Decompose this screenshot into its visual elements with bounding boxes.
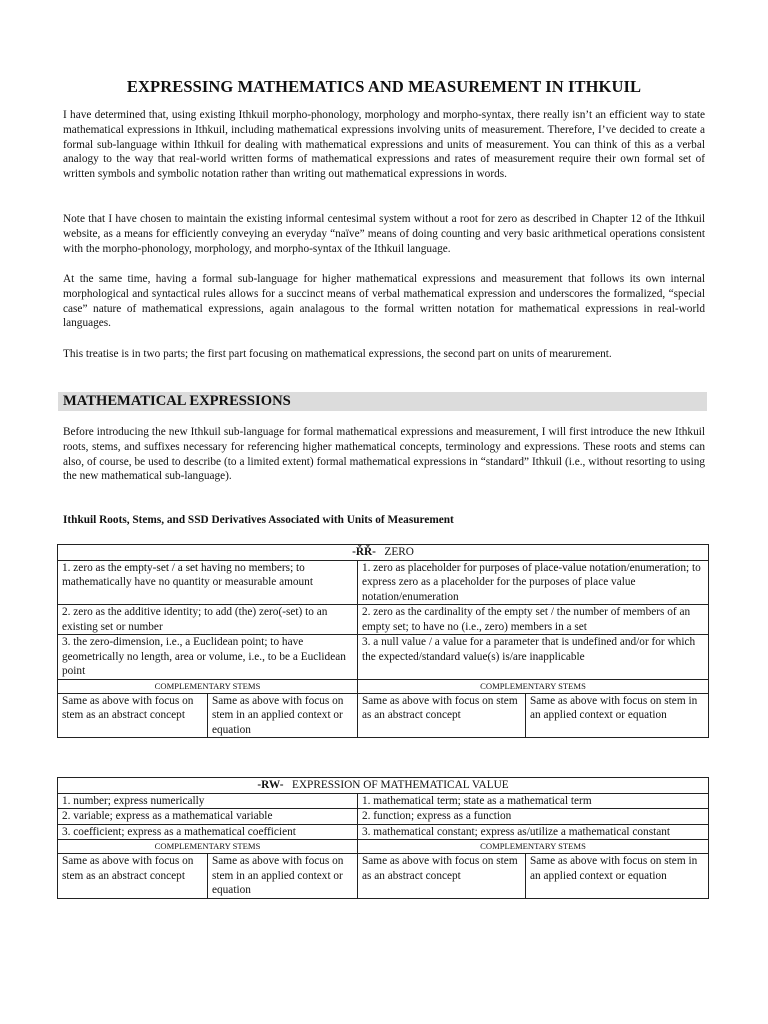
table-heading: Ithkuil Roots, Stems, and SSD Derivatives Associated with Units of Measurement (63, 514, 454, 526)
stem-cell: 1. zero as placeholder for purposes of place-value notation/enumeration; to express zero as a placeholder for the purposes of place value notation/enumeration (358, 560, 709, 605)
stem-cell: 1. mathematical term; state as a mathematical term (358, 793, 709, 809)
root-name: -RW- (257, 779, 284, 791)
intro-paragraph-1: I have determined that, using existing Ithkuil morpho-phonology, morphology and morpho-syntax, there really isn’t an efficient way to state mathematical expressions in Ithkuil, including mathematical expressions involving units of measurement. Therefore, I’ve decided to create a formal sub-language within Ithkuil for dealing with mathematical expressions and units of measurement. You can think of this as a verbal analogy to the way that real-world written forms of mathematical expressions and rates of measurement require their own formal set of written symbols and symbolic notation rather than writing out mathematical expressions in words. (63, 109, 705, 181)
intro-paragraph-3: At the same time, having a formal sub-language for higher mathematical expressions and measurement that follows its own internal morphological and syntactical rules allows for a succinct means of verbal mathematical expression and underscores the formalized, “special case” nature of mathematical expressions, again analagous to the formal written notation for mathematical expressions in real-world languages. (63, 273, 705, 330)
root-table-expression (57, 777, 709, 899)
root-header (58, 545, 709, 561)
stem-cell: 1. number; express numerically (58, 793, 358, 809)
root-table-zero (57, 544, 709, 738)
stem-cell: 3. a null value / a value for a parameter that is undefined and/or for which the expected/standard value(s) is/are inapplicable (358, 635, 709, 680)
complementary-stem-cell: Same as above with focus on stem in an applied context or equation (526, 693, 709, 738)
complementary-stem-cell: Same as above with focus on stem as an abstract concept (358, 693, 526, 738)
stem-cell: 3. mathematical constant; express as/utilize a mathematical constant (358, 824, 709, 840)
complementary-stems-label: COMPLEMENTARY STEMS (358, 840, 709, 854)
stem-cell: 2. function; express as a function (358, 809, 709, 825)
section-paragraph: Before introducing the new Ithkuil sub-language for formal mathematical expressions and measurement, I will first introduce the new Ithkuil roots, stems, and suffixes necessary for referencing higher mathematical concepts, terminology and expressions. These roots and stems can also, of course, be used to describe (to a limited extent) formal mathematical expressions in “standard” Ithkuil (i.e., without resorting to using the new mathematical sub-language). (63, 426, 705, 483)
intro-paragraph-2: Note that I have chosen to maintain the existing informal centesimal system without a root for zero as described in Chapter 12 of the Ithkuil website, as a means for efficiently conveying an everyday “naïve” means of doing counting and very basic arithmetical operations consistent with the morpho-phonology, morphology, and morpho-syntax of the Ithkuil language. (63, 213, 705, 255)
stem-cell: 3. the zero-dimension, i.e., a Euclidean point; to have geometrically no length, area or volume, i.e., to be a Euclidean point (58, 635, 358, 680)
complementary-stem-cell: Same as above with focus on stem as an abstract concept (358, 854, 526, 899)
complementary-stem-cell: Same as above with focus on stem in an applied context or equation (526, 854, 709, 899)
complementary-stems-label: COMPLEMENTARY STEMS (58, 840, 358, 854)
complementary-stems-label: COMPLEMENTARY STEMS (58, 679, 358, 693)
intro-paragraph-4: This treatise is in two parts; the first part focusing on mathematical expressions, the second part on units of mearurement. (63, 348, 612, 360)
document-title: EXPRESSING MATHEMATICS AND MEASUREMENT IN ITHKUIL (126, 77, 642, 96)
complementary-stem-cell: Same as above with focus on stem as an abstract concept (58, 693, 208, 738)
root-header (58, 778, 709, 794)
stem-cell: 2. variable; express as a mathematical variable (58, 809, 358, 825)
section-heading-bar (58, 392, 707, 411)
root-meaning: EXPRESSION OF MATHEMATICAL VALUE (292, 779, 509, 791)
stem-cell: 3. coefficient; express as a mathematical coefficient (58, 824, 358, 840)
root-meaning: ZERO (384, 546, 414, 558)
complementary-stem-cell: Same as above with focus on stem in an applied context or equation (208, 854, 358, 899)
complementary-stem-cell: Same as above with focus on stem in an applied context or equation (208, 693, 358, 738)
complementary-stem-cell: Same as above with focus on stem as an abstract concept (58, 854, 208, 899)
stem-cell: 2. zero as the cardinality of the empty set / the number of members of an empty set; to have no (i.e., zero) members in a set (358, 605, 709, 635)
root-name: -ŘŘ- (352, 546, 376, 558)
complementary-stems-label: COMPLEMENTARY STEMS (358, 679, 709, 693)
stem-cell: 1. zero as the empty-set / a set having no members; to mathematically have no quantity or measurable amount (58, 560, 358, 605)
stem-cell: 2. zero as the additive identity; to add (the) zero(-set) to an existing set or number (58, 605, 358, 635)
section-heading: MATHEMATICAL EXPRESSIONS (63, 393, 291, 409)
